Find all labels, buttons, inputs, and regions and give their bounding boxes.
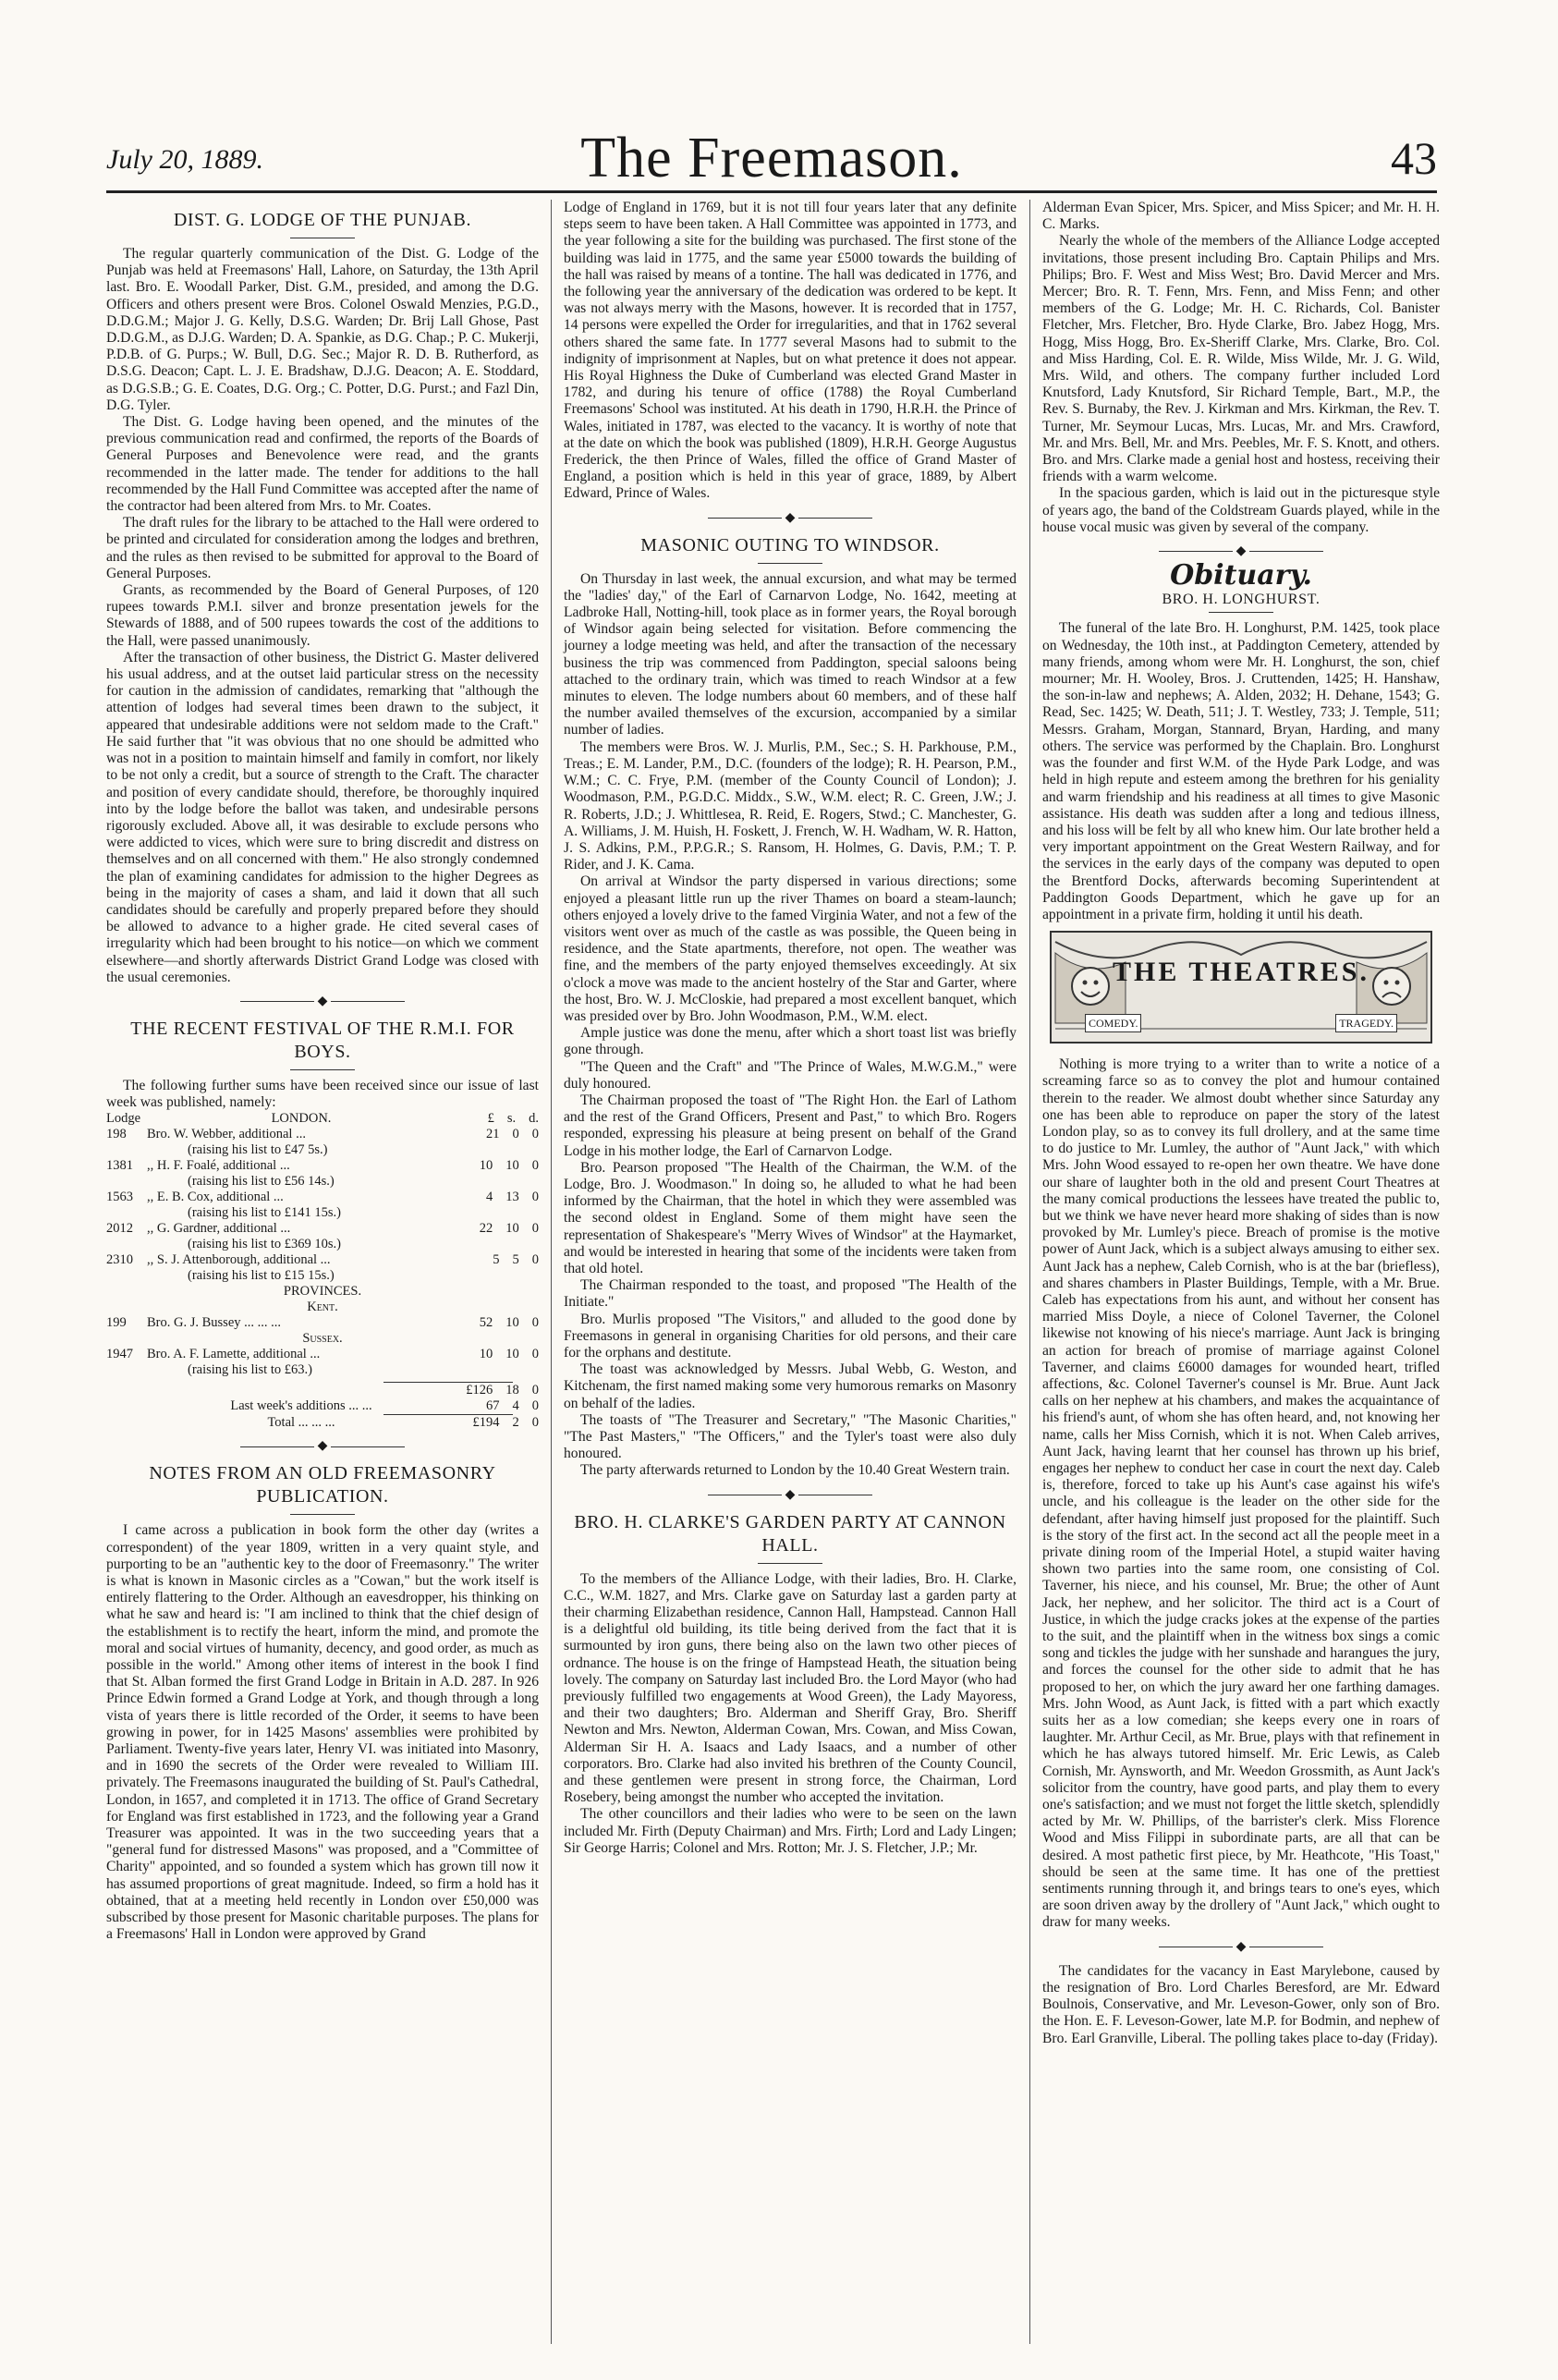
lodge-number: 2012	[106, 1221, 133, 1237]
list-note: (raising his list to £141 15s.)	[188, 1205, 341, 1221]
title-rule	[290, 1514, 355, 1515]
article-title-clarke: BRO. H. CLARKE'S GARDEN PARTY AT CANNON HALL.	[574, 1511, 1006, 1556]
paragraph: To the members of the Alliance Lodge, with their ladies, Bro. H. Clarke, C.C., W.M. 1827, and Mrs. Clarke gave on Saturday last a garden party at their charming Elizabethan residence, Cannon Hall, Hampstead. Cannon Hall is a delightful old building, its title being derived from the fact that it is surmounted by iron guns, there being also on the lawn two other pieces of ordnance. The house is on the fringe of Hampstead Heath, the situation being lovely. The company on Saturday last included Bro. the Lord Mayor (who had previously fulfilled two engagements at Wood Green), the Lady Mayoress, and their two daughters; Bro. Alderman and Sheriff Gray, Bro. Sheriff Newton and Mrs. Newton, Alderman Cowan, Mrs. Cowan, and Miss Cowan, Alderman Sir H. A. Isaacs and Lady Isaacs, and a number of other corporators. Bro. Clarke had also invited his brethren of the County Council, and these gentlemen were present in strong force, the Chairman, Lord Rosebery, being amongst the number who accepted the invitation.	[564, 1570, 1016, 1806]
shillings: 2	[512, 1415, 519, 1431]
pence: 0	[531, 1252, 539, 1268]
shillings: 10	[505, 1221, 519, 1237]
donor-name: ,, S. J. Attenborough, additional ...	[147, 1252, 331, 1268]
theatres-banner	[1050, 931, 1432, 1044]
paragraph: "The Queen and the Craft" and "The Prince of Wales, M.W.G.M.," were duly honoured.	[564, 1058, 1016, 1092]
paragraph: After the transaction of other business, the District G. Master delivered his usual address, and at the outset laid particular stress on the necessity for caution in the admission of candidates, remarking that "although the attention of lodges had several times been drawn to the subject, it appeared that undesirable additions were not seldom made to the Craft." He said further that "it was obvious that no one should be admitted who was not in a position to maintain himself and family in comfort, nor likely to be not only a credit, but a source of strength to the Craft. The character and position of every candidate should, therefore, be thoroughly inquired into by the lodge before the ballot was taken, and undesirable persons rigorously excluded. Above all, it was desirable to exclude persons who were addicted to vices, which were sure to bring discredit and distress on themselves and on all concerned with them." He also strongly condemned the plan of examining candidates for admission to the higher Degrees as being in the majority of cases a sham, and laid it down that all such candidates should be carefully and properly prepared before they should be allowed to advance to a higher grade. He cited several cases of irregularity which had been brought to his notice—on which we comment elsewhere—and shortly afterwards District Grand Lodge was closed with the usual ceremonies.	[106, 649, 539, 985]
list-note: (raising his list to £56 14s.)	[188, 1174, 335, 1190]
region-header: PROVINCES.	[283, 1284, 362, 1300]
title-rule	[758, 563, 822, 564]
newspaper-title: The Freemason.	[580, 127, 963, 189]
paragraph: Nearly the whole of the members of the Alliance Lodge accepted invitations, those present including Bro. Captain Philips and Mrs. Philips; Bro. F. West and Miss West; Bro. David Mercer and Mrs. Mercer; Bro. R. T. Fenn, Mrs. Fenn, and Miss Fenn; and other members of the G. Lodge; Mr. H. C. Richards, Col. Banister Fletcher, Mrs. Fletcher, Bro. Hyde Clarke, Bro. Jabez Hogg, Mrs. Hogg, Miss Hogg, Bro. Ex-Sheriff Clarke, Mrs. Clarke, Bro. Col. and Miss Harding, Col. E. R. Wilde, Miss Wilde, Mr. J. G. Wild, Mrs. Wild, and others. The company further included Lord Knutsford, Lady Knutsford, Sir Richard Temple, Bart., M.P., the Rev. S. Burnaby, the Rev. J. Kirkman and Mrs. Kirkman, the Rev. T. Turner, Mr. Seymour Lucas, Mrs. Lucas, Mr. and Mrs. Crawford, Mr. and Mrs. Bell, Mr. and Mrs. Peebles, Mr. F. S. Knott, and others. Bro. and Mrs. Clarke made a genial host and hostess, receiving their friends with a warm welcome.	[1042, 233, 1440, 485]
section-separator: ◆	[1042, 545, 1440, 558]
donor-name: ,, H. F. Foalé, additional ...	[147, 1158, 290, 1174]
row-label: Last week's additions ... ...	[230, 1398, 372, 1414]
paragraph: The members were Bros. W. J. Murlis, P.M., Sec.; S. H. Parkhouse, P.M., Treas.; E. M. Lander, P.M., D.C. (founders of the lodge); R. H. Pearson, P.M., W.M.; C. C. Frye, P.M. (member of the County Council of London); J. Woodmason, P.M., P.G.D.C. Middx., S.W., W.M. elect; R. C. Green, J.W.; J. R. Roberts, J.D.; J. Whittlesea, R. Reid, E. Rogers, Stwd.; C. Manchester, G. A. Williams, J. M. Huish, H. Foskett, J. French, W. H. Wadham, W. R. Hatton, J. S. Adkins, P.M., P.P.G.R.; S. Ransom, H. Holmes, G. Davis, P.M.; T. P. Rider, and J. K. Cama.	[564, 738, 1016, 873]
shillings: 18	[505, 1383, 519, 1398]
paragraph: The toasts of "The Treasurer and Secretary," "The Masonic Charities," "The Past Masters," "The Officers," and the Tyler's toast were also duly honoured.	[564, 1411, 1016, 1462]
lodge-header: Lodge	[106, 1111, 141, 1127]
title-rule	[758, 1563, 822, 1564]
article-title-punjab: DIST. G. LODGE OF THE PUNJAB.	[173, 210, 472, 230]
paragraph: Alderman Evan Spicer, Mrs. Spicer, and Miss Spicer; and Mr. H. H. C. Marks.	[1042, 200, 1440, 233]
currency-pence-header: d.	[529, 1111, 539, 1127]
tragedy-label: TRAGEDY.	[1335, 1014, 1397, 1032]
list-header	[106, 1111, 539, 1127]
paragraph: The party afterwards returned to London by the 10.40 Great Western train.	[580, 1462, 1010, 1479]
donor-name: ,, G. Gardner, additional ...	[147, 1221, 291, 1237]
paragraph: Ample justice was done the menu, after which a short toast list was briefly gone through.	[564, 1025, 1016, 1058]
article-title-rmi: THE RECENT FESTIVAL OF THE R.M.I. FOR BOYS.	[130, 1018, 515, 1062]
section-separator: ◆	[564, 512, 1016, 525]
lodge-number: 199	[106, 1315, 127, 1331]
column-divider	[1029, 200, 1030, 2344]
pence: 0	[531, 1398, 539, 1414]
theatres-title: THE THEATRES.	[1113, 957, 1369, 988]
list-item	[106, 1221, 539, 1252]
donor-name: ,, E. B. Cox, additional ...	[147, 1190, 284, 1205]
column-divider	[551, 200, 552, 2344]
article-title-windsor: MASONIC OUTING TO WINDSOR.	[640, 534, 940, 555]
list-item	[106, 1190, 539, 1221]
pounds: 10	[479, 1158, 493, 1174]
article-title-longhurst: BRO. H. LONGHURST.	[1162, 592, 1321, 608]
region-header: LONDON.	[271, 1111, 332, 1127]
title-rule	[1209, 612, 1273, 613]
pence: 0	[531, 1415, 539, 1431]
lodge-number: 1947	[106, 1347, 133, 1362]
column-3	[1042, 200, 1440, 2047]
shillings: 4	[512, 1398, 519, 1414]
province-header: Sussex.	[302, 1331, 343, 1347]
paragraph: On arrival at Windsor the party dispersed in various directions; some enjoyed a pleasant little run up the river Thames on board a steam-launch; others enjoyed a lovely drive to the famed Virginia Water, and not a few of the visitors went over as much of the castle as was possible, the Queen being in residence, and the State apartments, therefore, not open. The weather was fine, and the members of the party enjoyed themselves exceedingly. At six o'clock a move was made to the ancient hostelry of the Star and Garter, where the host, Bro. W. J. McCloskie, had prepared a most excellent banquet, which was presided over by Bro. John Woodmason, P.M., W.M. elect.	[564, 873, 1016, 1024]
list-note: (raising his list to £47 5s.)	[188, 1142, 328, 1158]
currency-pounds-header: £	[487, 1111, 494, 1127]
list-item	[106, 1347, 539, 1378]
pounds: £194	[472, 1415, 500, 1431]
subtotal-row	[106, 1383, 539, 1398]
masthead-rule	[106, 190, 1437, 193]
shillings: 0	[512, 1127, 519, 1142]
paragraph: The Chairman proposed the toast of "The Right Hon. the Earl of Lathom and the rest of the Grand Officers, Present and Past," to which Bro. Rogers responded, expressing his pleasure at being present on behalf of the Grand Lodge in his mother lodge, the Earl of Carnarvon Lodge.	[564, 1092, 1016, 1159]
section-separator: ◆	[106, 995, 539, 1008]
pence: 0	[531, 1127, 539, 1142]
paragraph: Lodge of England in 1769, but it is not till four years later that any definite steps seem to have been taken. A Hall Committee was appointed in 1773, and the year following a site for the building was purchased. The first stone of the building was laid in 1775, and the same year £5000 towards the building of the hall was raised by means of a tontine. The hall was dedicated in 1776, and the following year the anniversary of the dedication was ordered to be kept. It was not always merry with the Masons, however. It is recorded that in 1757, 14 persons were expelled the Order for irregularities, and that in 1762 several others shared the same fate. In 1777 several Masons had to submit to the indignity of imprisonment at Naples, but on what pretence it does not appear. His Royal Highness the Duke of Cumberland was elected Grand Master in 1782, and during his tenure of office (1788) the Royal Cumberland Freemasons' School was instituted. At his death in 1790, H.R.H. the Prince of Wales, initiated in 1787, was elected to the vacancy. It is worthy of note that at the date on which the book was published (1809), H.R.H. George Augustus Frederick, the then Prince of Wales, filled the office of Grand Master of England, a position which is held in this year of grace, 1889, by Albert Edward, Prince of Wales.	[564, 200, 1016, 502]
lodge-number: 2310	[106, 1252, 133, 1268]
lodge-number: 198	[106, 1127, 127, 1142]
shillings: 5	[512, 1252, 519, 1268]
obituary-heading: Obituary.	[1170, 559, 1312, 592]
paragraph: Grants, as recommended by the Board of General Purposes, of 120 rupees towards P.M.I. silver and bronze presentation jewels for the Stewards of 1888, and of 500 rupees towards the cost of the additions to the Hall, were passed unanimously.	[106, 582, 539, 649]
pounds: 4	[486, 1190, 493, 1205]
paragraph: Nothing is more trying to a writer than to write a notice of a screaming farce so as to convey the plot and humour contained therein to the reader. We almost doubt whether since Saturday any one has been able to reproduce on paper the story of the latest London play, so as to convey its full drollery, and at the same time to do justice to Mr. Lumley, the author of "Aunt Jack," with which Mrs. John Wood essayed to re-open her own theatre. We have done our share of laughter both in the old and present Court Theatres at the many comical productions the lessees have treated the public to, but we think we have never heard more shaking of sides than is now provoked by Mr. Lumley's piece. Breach of promise is the motive power of Aunt Jack, which is a subject always amusing to either sex. Aunt Jack has a nephew, Caleb Cornish, who is at the bar (briefless), and shares chambers in Plaster Buildings, Temple, with a Mr. Brue. Caleb has expectations from his aunt, and without her consent has married Miss Doyle, a niece of Colonel Taverner, the Colonel likewise not knowing of his niece's marriage. Aunt Jack is bringing an action for breach of promise of marriage against Colonel Taverner, and claims £6000 damages for wounded heart, trifled affections, &c. Colonel Taverner's counsel is Mr. Brue. Aunt Jack calls on her nephew at his chambers, and makes the acquaintance of his friend's aunt, of whom she has often heard, and, not knowing her name, calls her Miss Cornish, which it is not. When Caleb arrives, Aunt Jack, having learnt that her counsel has thrown up his brief, engages her nephew to conduct her case in court the next day. Caleb is, therefore, forced to take up his Aunt's case against his wife's uncle, and his colleague is the leader on the other side for the defendant, after having himself just proposed for the plaintiff. Such is the story of the first act. In the second act all the people meet in a private dining room of the Imperial Hotel, a stupid waiter having shown two parties into the same room, one consisting of Col. Taverner, his niece, and his counsel, Mr. Brue; the other of Aunt Jack, her nephew, and her solicitor. The third act is a Court of Justice, in which the judge cracks jokes at the expense of the parties to the suit, and the plaintiff when in the witness box sings a comic song and tickles the judge with her sunshade and harangues the jury, and forces the counsel for the other side to admit that he has proposed to her, on which the jury award her one farthing damages. Mrs. John Wood, as Aunt Jack, is fitted with a part which exactly suits her as a low comedian; she keeps every one in roars of laughter. Mr. Arthur Cecil, as Mr. Brue, plays with that refinement in which he has always tutored himself. Mr. Eric Lewis, as Caleb Cornish, Mr. Aynsworth, and Mr. Weedon Grossmith, as Aunt Jack's solicitor from the country, have good parts, and play them to every one's satisfaction; and we must not forget the little sketch, splendidly acted by Mr. W. Phillips, of the barrister's clerk. Miss Florence Wood and Miss Filippi in subordinate parts, are all that can be desired. A most pathetic first piece, by Mr. Heathcote, "His Toast," should be seen at the same time. It has one of the prettiest sentiments running through it, and brings tears to one's eyes, which are soon driven away by the drollery of "Aunt Jack," which ought to draw for many weeks.	[1042, 1056, 1440, 1931]
section-separator: ◆	[1042, 1941, 1440, 1954]
paragraph: Bro. Murlis proposed "The Visitors," and alluded to the good done by Freemasons in general in organising Charities for old persons, and their care for the orphans and destitute.	[564, 1311, 1016, 1361]
paragraph: The other councillors and their ladies who were to be seen on the lawn included Mr. Firth (Deputy Chairman) and Mrs. Firth; Lord and Lady Lingen; Sir George Harris; Colonel and Mrs. Rotton; Mr. J. S. Fletcher, J.P.; Mr.	[564, 1806, 1016, 1856]
donor-name: Bro. A. F. Lamette, additional ...	[147, 1347, 321, 1362]
paragraph: The regular quarterly communication of the Dist. G. Lodge of the Punjab was held at Freemasons' Hall, Lahore, on Saturday, the 13th April last. Bro. E. Woodall Parker, Dist. G.M., presided, and among the D.G. Officers and others present were Bros. Colonel Oswald Menzies, P.G.D., D.D.G.M.; Major J. G. Kelly, D.S.G. Warden; Dr. Brij Lall Ghose, Past D.D.G.M., as D.J.G. Warden; D. A. Spankie, as D.G. Chap.; P. C. Mukerji, P.D.B. of G. Purps.; W. Bull, D.G. Sec.; Major R. D. B. Rutherford, as D.S.G. Deacon; Capt. L. J. E. Bradshaw, D.J.G. Deacon; A. E. Stoddard, as D.G.S.B.; G. E. Coates, D.G. Org.; C. Potter, D.G. Purst.; and Fazl Din, D.G. Tyler.	[106, 246, 539, 413]
donor-name: Bro. W. Webber, additional ...	[147, 1127, 306, 1142]
pence: 0	[531, 1315, 539, 1331]
pounds: 10	[479, 1347, 493, 1362]
paragraph: On Thursday in last week, the annual excursion, and what may be termed the "ladies' day," of the Earl of Carnarvon Lodge, No. 1642, meeting at Ladbroke Hall, Notting-hill, took place as in former years, the Royal borough of Windsor again being selected for visitation. Before commencing the journey a lodge meeting was held, and after the transaction of the necessary business the trip was commenced from Paddington, special saloons being attached to the ordinary train, which was timed to reach Windsor at a few minutes to eleven. The lodge numbers about 60 members, and of these half the number availed themselves of the excursion, accompanied by a similar number of ladies.	[564, 570, 1016, 738]
list-note: (raising his list to £63.)	[188, 1362, 312, 1378]
pounds: 67	[486, 1398, 500, 1414]
list-item	[106, 1252, 539, 1284]
comedy-label: COMEDY.	[1085, 1014, 1141, 1032]
section-separator: ◆	[564, 1489, 1016, 1502]
lodge-number: 1563	[106, 1190, 133, 1205]
shillings: 10	[505, 1347, 519, 1362]
paragraph: The toast was acknowledged by Messrs. Jubal Webb, G. Weston, and Kitchenam, the first named making some very humorous remarks on Masonry on behalf of the ladies.	[564, 1361, 1016, 1411]
list-item	[106, 1158, 539, 1190]
lastweek-row	[106, 1398, 539, 1414]
donor-name: Bro. G. J. Bussey ... ... ...	[147, 1315, 282, 1331]
paragraph: The Chairman responded to the toast, and proposed "The Health of the Initiate."	[564, 1277, 1016, 1311]
row-label: Total ... ... ...	[267, 1415, 335, 1431]
pounds: 52	[479, 1315, 493, 1331]
list-note: (raising his list to £369 10s.)	[188, 1237, 341, 1252]
currency-shillings-header: s.	[506, 1111, 517, 1127]
list-note: (raising his list to £15 15s.)	[188, 1268, 335, 1284]
pounds: 5	[493, 1252, 500, 1268]
list-item	[106, 1127, 539, 1158]
page-number: 43	[1391, 132, 1437, 184]
paragraph: The funeral of the late Bro. H. Longhurst, P.M. 1425, took place on Wednesday, the 10th inst., at Paddington Cemetery, attended by many friends, among whom were Mr. H. Longhurst, the son, chief mourner; Mr. H. Wooley, Bros. J. Cruttenden, 1425; H. Hanshaw, the son-in-law and nephews; A. Alden, 2032; H. Dehane, 1543; G. Read, Sec. 1425; W. Death, 511; J. T. Westley, 733; J. Temple, 511; Messrs. Graham, Morgan, Stannard, Bryan, Harding, and many others. The service was performed by the Chaplain. Bro. Longhurst was the founder and first W.M. of the Hyde Park Lodge, and was held in high repute and esteem among the brethren for his geniality and warm friendship and his readiness at all times to give Masonic assistance. His death was sudden after a long and tedious illness, and his loss will be felt by all who knew him. Our late brother held a very important appointment on the Great Western Railway, and for the services in the early days of the company was deputed to open the Brentford Docks, afterwards becoming Superintendent at Paddington Goods Department, which he gave up for an appointment in a private firm, holding it until his death.	[1042, 620, 1440, 922]
pence: 0	[531, 1383, 539, 1398]
column-1	[106, 200, 539, 1943]
lodge-number: 1381	[106, 1158, 133, 1174]
pounds: 22	[479, 1221, 493, 1237]
subscription-list	[106, 1111, 539, 1431]
pence: 0	[531, 1158, 539, 1174]
paragraph: The following further sums have been received since our issue of last week was published, namely:	[106, 1077, 539, 1111]
pounds: 21	[486, 1127, 500, 1142]
title-rule	[290, 1069, 355, 1070]
shillings: 10	[505, 1315, 519, 1331]
paragraph: The Dist. G. Lodge having been opened, and the minutes of the previous communication read and confirmed, the reports of the Boards of General Purposes and Benevolence were read, and the grants recommended in the latter made. The tender for additions to the hall recommended by the Hall Fund Committee was accepted after the name of the contractor had been altered from Mrs. to Mr. Coates.	[106, 414, 539, 515]
province-header: Kent.	[307, 1300, 338, 1315]
pence: 0	[531, 1221, 539, 1237]
paragraph: Bro. Pearson proposed "The Health of the Chairman, the W.M. of the Lodge, Bro. J. Woodmason." In doing so, he alluded to what he had been informed by the Chairman, that the hotel in which they were assembled was the second oldest in England. Some of them might have seen the representation of Shakespeare's "Merry Wives of Windsor" at the Haymarket, and would be interested in hearing that some of the incidents were taken from that old hotel.	[564, 1159, 1016, 1276]
paragraph: I came across a publication in book form the other day (writes a correspondent) of the year 1809, written in a very quaint style, and purporting to be an "authentic key to the door of Freemasonry." The writer is what is known in Masonic circles as a "Cowan," but the work itself is entirely flattering to the Order. Although an eavesdropper, his thinking on what he saw and heard is: "I am inclined to think that the chief design of the establishment is to rectify the heart, inform the mind, and promote the moral and social virtues of humanity, decency, and good order, as much as possible in the world." Among other items of interest in the book I find that St. Alban formed the first Grand Lodge in Britain in A.D. 287. In 926 Prince Edwin formed a Grand Lodge at York, and though through a long vista of years there is little recorded of the Order, it seems to have been growing in power, for in 1425 Masons' assemblies were prohibited by Parliament. Twenty-five years later, Henry VI. was initiated into Masonry, and in 1690 the secrets of the Order were revealed to William III. privately. The Freemasons inaugurated the building of St. Paul's Cathedral, London, in 1657, and completed it in 1713. The office of Grand Secretary for England was first established in 1723, and the following year a Grand Treasurer was appointed. It was in the two succeeding years that a "general fund for distressed Masons" was proposed, and a "Committee of Charity" appointed, and so founded a system which has grown till now it has assumed proportions of great magnitude. Indeed, so firm a hold has it obtained, that at a meeting held recently in London over £50,000 was subscribed by those present for Masonic charitable purposes. The plans for a Freemasons' Hall in London were approved by Grand	[106, 1522, 539, 1943]
shillings: 10	[505, 1158, 519, 1174]
paragraph: The candidates for the vacancy in East Marylebone, caused by the resignation of Bro. Lord Charles Beresford, are Mr. Edward Boulnois, Conservative, and Mr. Leveson-Gower, only son of Bro. the Hon. E. F. Leveson-Gower, late M.P. for Bodmin, and nephew of Bro. Earl Granville, Liberal. The polling takes place to-day (Friday).	[1042, 1962, 1440, 2046]
paragraph: In the spacious garden, which is laid out in the picturesque style of years ago, the band of the Coldstream Guards played, while in the house vocal music was given by several of the company.	[1042, 485, 1440, 535]
issue-date: July 20, 1889.	[106, 144, 263, 175]
column-2	[564, 200, 1016, 1857]
shillings: 13	[505, 1190, 519, 1205]
pence: 0	[531, 1347, 539, 1362]
pounds: £126	[466, 1383, 493, 1398]
masthead	[106, 118, 1437, 189]
article-title-notes: NOTES FROM AN OLD FREEMASONRY PUBLICATION.	[149, 1463, 496, 1507]
section-separator: ◆	[106, 1440, 539, 1453]
pence: 0	[531, 1190, 539, 1205]
total-row	[106, 1415, 539, 1431]
paragraph: The draft rules for the library to be attached to the Hall were ordered to be printed and circulated for consideration among the lodges and brethren, and the rules as then revised to be submitted for approval to the Board of General Purposes.	[106, 515, 539, 581]
list-item	[106, 1315, 539, 1331]
